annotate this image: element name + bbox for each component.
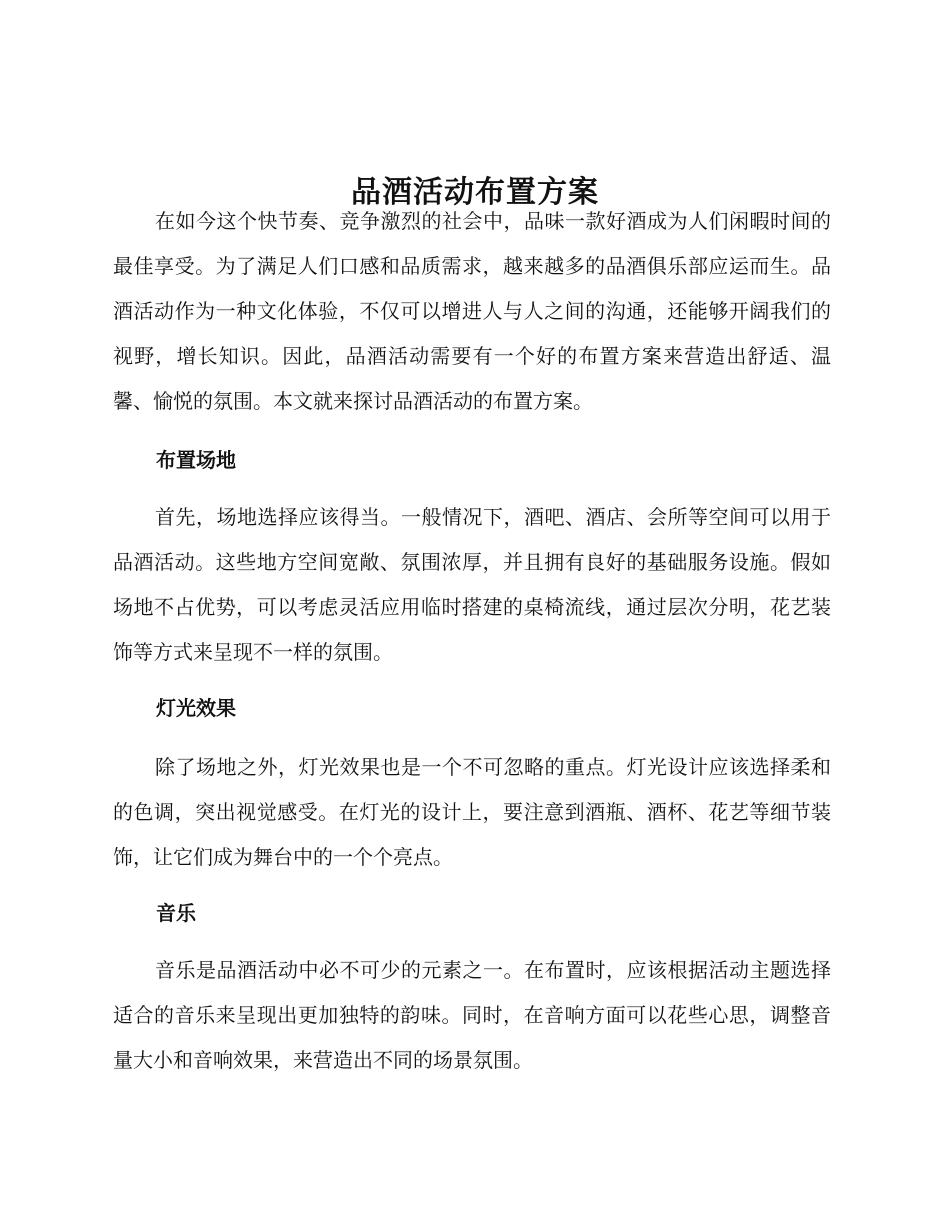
- section-heading-music: 音乐: [156, 901, 196, 925]
- section-body-music: 音乐是品酒活动中必不可少的元素之一。在布置时，应该根据活动主题选择适合的音乐来呈现出更加独特的韵味。同时，在音响方面可以花些心思，调整音量大小和音响效果，来营造出不同的场景氛围。: [113, 958, 831, 1072]
- section-heading-venue: 布置场地: [156, 448, 236, 472]
- document-title: 品酒活动布置方案: [351, 175, 599, 211]
- section-heading-lighting: 灯光效果: [156, 696, 236, 720]
- section-body-lighting: 除了场地之外，灯光效果也是一个不可忽略的重点。灯光设计应该选择柔和的色调，突出视觉感受。在灯光的设计上，要注意到酒瓶、酒杯、花艺等细节装饰，让它们成为舞台中的一个个亮点。: [113, 755, 831, 869]
- intro-paragraph: 在如今这个快节奏、竞争激烈的社会中，品味一款好酒成为人们闲暇时间的最佳享受。为了满足人们口感和品质需求，越来越多的品酒俱乐部应运而生。品酒活动作为一种文化体验，不仅可以增进人与人之间的沟通，还能够开阔我们的视野，增长知识。因此，品酒活动需要有一个好的布置方案来营造出舒适、温馨、愉悦的氛围。本文就来探讨品酒活动的布置方案。: [113, 209, 831, 413]
- section-body-venue: 首先，场地选择应该得当。一般情况下，酒吧、酒店、会所等空间可以用于品酒活动。这些地方空间宽敞、氛围浓厚，并且拥有良好的基础服务设施。假如场地不占优势，可以考虑灵活应用临时搭建的桌椅流线，通过层次分明，花艺装饰等方式来呈现不一样的氛围。: [113, 505, 831, 664]
